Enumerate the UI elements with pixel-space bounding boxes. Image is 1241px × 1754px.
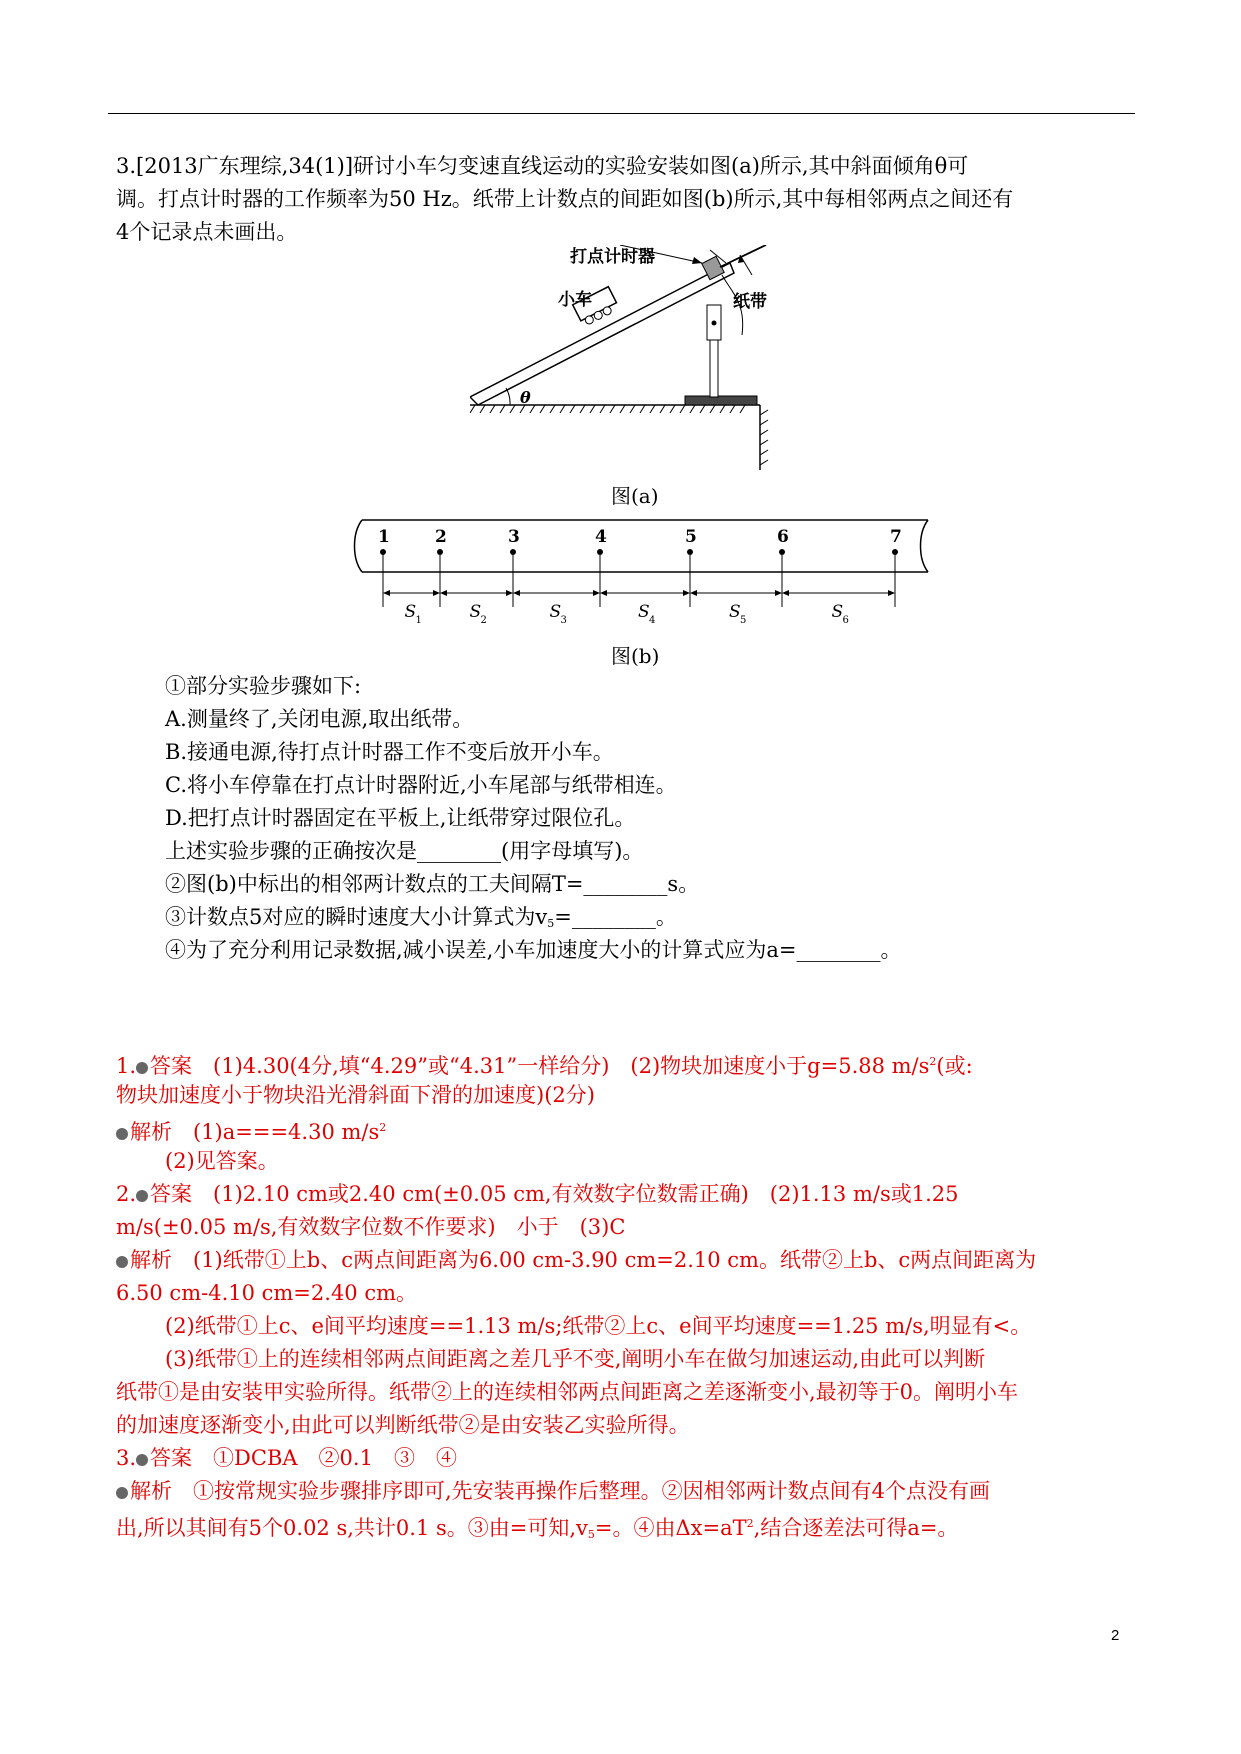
answer-2-line-1: 2. 答案 (1)2.10 cm或2.40 cm(±0.05 cm,有效数字位数需正确) (2)1.13 m/s或1.25	[116, 1182, 959, 1206]
tape-point-label: 7	[890, 527, 902, 547]
timer-label: 打点计时器	[570, 247, 655, 267]
analysis-3-line-1: 解析 ①按常规实验步骤排序即可,先安装再操作后整理。②因相邻两计数点间有4个点没有画	[116, 1475, 990, 1507]
question-line-3: 4个记录点未画出。	[116, 220, 298, 244]
tape-point-label: 2	[435, 527, 447, 547]
tape-dot	[437, 549, 443, 555]
step-d: D.把打点计时器固定在平板上,让纸带穿过限位孔。	[165, 806, 636, 830]
analysis-2-line-6: 的加速度逐渐变小,由此可以判断纸带②是由安装乙实验所得。	[116, 1413, 690, 1437]
step-c: C.将小车停靠在打点计时器附近,小车尾部与纸带相连。	[165, 773, 677, 797]
segment-label: S	[638, 602, 650, 622]
tape-dot	[892, 549, 898, 555]
analysis-1-line-1: 解析 (1)a===4.30 $m/s^2$	[116, 1112, 386, 1148]
tape-point-label: 4	[595, 527, 607, 547]
bullet-icon	[116, 1487, 128, 1499]
angle-label: θ	[520, 388, 531, 407]
segment-arrow	[775, 590, 782, 596]
segment-label: S	[729, 602, 741, 622]
question-line-1: 3.[2013广东理综,34(1)]研讨小车匀变速直线运动的实验安装如图(a)所示,其中斜面倾角θ可	[116, 154, 969, 178]
tape-point-label: 6	[777, 527, 789, 547]
segment-subscript: 1	[415, 615, 422, 626]
segment-subscript: 5	[740, 615, 747, 626]
question-interval: ②图(b)中标出的相邻两计数点的工夫间隔T=________s。	[165, 872, 700, 896]
step-b: B.接通电源,待打点计时器工作不变后放开小车。	[165, 740, 614, 764]
segment-arrow	[383, 590, 390, 596]
segment-arrow	[440, 590, 447, 596]
figure-b-caption: 图(b)	[611, 644, 660, 668]
analysis-2-line-1: 解析 (1)纸带①上b、c两点间距离为6.00 cm-3.90 cm=2.10 cm。纸带②上b、c两点间距离为	[116, 1244, 1036, 1276]
car-label: 小车	[558, 290, 592, 310]
question-acceleration: ④为了充分利用记录数据,减小误差,小车加速度大小的计算式应为a=________。	[165, 938, 902, 962]
figure-b-tape	[350, 515, 940, 635]
segment-arrow	[600, 590, 607, 596]
figure-a-caption: 图(a)	[611, 484, 659, 508]
segment-arrow	[513, 590, 520, 596]
page-number: 2	[1111, 1627, 1120, 1644]
step-a: A.测量终了,关闭电源,取出纸带。	[165, 707, 474, 731]
bullet-icon	[136, 1454, 148, 1466]
segment-arrow	[782, 590, 789, 596]
tape-dot	[510, 549, 516, 555]
tape-dot	[380, 549, 386, 555]
segment-label: S	[549, 602, 562, 622]
analysis-2-line-2: 6.50 cm-4.10 cm=2.40 cm。	[116, 1281, 418, 1305]
segment-arrow	[593, 590, 600, 596]
segment-arrow	[683, 590, 690, 596]
answer-1-line-2: 物块加速度小于物块沿光滑斜面下滑的加速度)(2分)	[116, 1083, 595, 1107]
segment-subscript: 2	[480, 615, 487, 626]
tape-label: 纸带	[733, 292, 767, 312]
tape-point-label: 3	[508, 527, 520, 547]
segment-arrow	[506, 590, 513, 596]
question-velocity: ③计数点5对应的瞬时速度大小计算式为$v_5=\_\_\_\_\_\_\_\_$。	[165, 905, 677, 930]
analysis-2-line-3: (2)纸带①上c、e间平均速度==1.13 m/s;纸带②上c、e间平均速度==1.25 m/s,明显有<。	[165, 1314, 1032, 1338]
bullet-icon	[116, 1128, 128, 1140]
analysis-1-line-2: (2)见答案。	[165, 1149, 279, 1173]
segment-subscript: 3	[560, 615, 567, 626]
analysis-2-line-5: 纸带①是由安装甲实验所得。纸带②上的连续相邻两点间距离之差逐渐变小,最初等于0。阐明小车	[116, 1380, 1019, 1404]
segment-arrow	[690, 590, 697, 596]
bullet-icon	[136, 1062, 148, 1074]
segment-arrow	[433, 590, 440, 596]
tape-point-label: 5	[685, 527, 697, 547]
tape-dot	[779, 549, 785, 555]
tape-dot	[597, 549, 603, 555]
figure-a-apparatus	[470, 245, 770, 475]
segment-subscript: 6	[842, 615, 849, 626]
answer-3-line-1: 3. 答案 ①DCBA ②0.1 ③ ④	[116, 1446, 457, 1470]
segment-subscript: 4	[649, 615, 656, 626]
question-line-2: 调。打点计时器的工作频率为50 Hz。纸带上计数点的间距如图(b)所示,其中每相邻两点之间还有	[116, 187, 1014, 211]
header-rule	[108, 113, 1135, 114]
bullet-icon	[116, 1256, 128, 1268]
segment-label: S	[404, 602, 417, 622]
segment-label: S	[831, 602, 844, 622]
analysis-3-line-2: 出,所以其间有5个0.02 s,共计0.1 s。③由=可知$,v_5=$。④由$\Delta x=aT^2$,结合逐差法可得a=。	[116, 1516, 959, 1541]
answer-1-line-1: 1. 答案 (1)4.30(4分,填“4.29”或“4.31”一样给分) (2)物块加速度小于g=5.88 $m/s^2$(或:	[116, 1054, 973, 1078]
analysis-2-line-4: (3)纸带①上的连续相邻两点间距离之差几乎不变,阐明小车在做匀加速运动,由此可以判断	[165, 1347, 986, 1371]
question-order: 上述实验步骤的正确按次是________(用字母填写)。	[165, 839, 644, 863]
segment-label: S	[469, 602, 482, 622]
tape-dot	[687, 549, 693, 555]
bullet-icon	[136, 1190, 148, 1202]
steps-intro: ①部分实验步骤如下:	[165, 674, 362, 698]
segment-arrow	[888, 590, 895, 596]
answer-2-line-2: m/s(±0.05 m/s,有效数字位数不作要求) 小于 (3)C	[116, 1215, 626, 1239]
tape-point-label: 1	[378, 527, 390, 547]
